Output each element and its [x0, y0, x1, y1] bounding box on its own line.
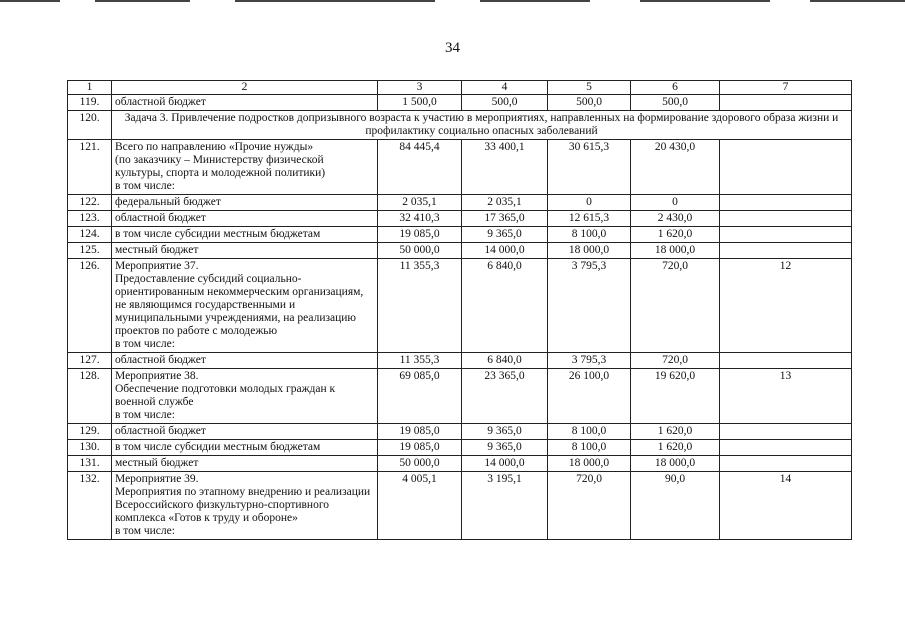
value-col3: 1 500,0	[378, 95, 462, 111]
value-col5: 18 000,0	[548, 243, 631, 259]
table-row	[68, 440, 852, 456]
row-name: Всего по направлению «Прочие нужды» (по заказчику – Министерству физической культуры, спорта и молодежной политики) в том числе:	[112, 140, 378, 195]
value-col5: 720,0	[548, 472, 631, 540]
table-row	[68, 211, 852, 227]
value-col3: 4 005,1	[378, 472, 462, 540]
row-number: 127.	[68, 353, 112, 369]
row-number: 130.	[68, 440, 112, 456]
value-col5: 0	[548, 195, 631, 211]
table-row	[68, 227, 852, 243]
value-col6: 1 620,0	[631, 227, 720, 243]
value-col3: 11 355,3	[378, 259, 462, 353]
table-row	[68, 353, 852, 369]
value-col7	[720, 95, 852, 111]
row-name: областной бюджет	[112, 95, 378, 111]
table-row	[68, 369, 852, 424]
value-col7: 12	[720, 259, 852, 353]
row-name: Мероприятие 37. Предоставление субсидий социально-ориентированным некоммерческим организациям, не являющимся государственными и муниципальными учреждениями, на реализацию проектов по работе с молодежью в том числе:	[112, 259, 378, 353]
row-name: областной бюджет	[112, 424, 378, 440]
value-col3: 84 445,4	[378, 140, 462, 195]
row-number: 131.	[68, 456, 112, 472]
row-name: Мероприятие 38. Обеспечение подготовки молодых граждан к военной службе в том числе:	[112, 369, 378, 424]
row-name: в том числе субсидии местным бюджетам	[112, 440, 378, 456]
value-col4: 17 365,0	[462, 211, 548, 227]
column-header: 7	[720, 81, 852, 95]
value-col7	[720, 227, 852, 243]
row-name: Мероприятие 39. Мероприятия по этапному внедрению и реализации Всероссийского физкультурно-спортивного комплекса «Готов к труду и обороне» в том числе:	[112, 472, 378, 540]
value-col5: 3 795,3	[548, 353, 631, 369]
column-header: 2	[112, 81, 378, 95]
table-row	[68, 472, 852, 540]
row-number: 121.	[68, 140, 112, 195]
value-col4: 3 195,1	[462, 472, 548, 540]
value-col3: 69 085,0	[378, 369, 462, 424]
value-col5: 8 100,0	[548, 440, 631, 456]
value-col3: 32 410,3	[378, 211, 462, 227]
value-col4: 500,0	[462, 95, 548, 111]
value-col6: 720,0	[631, 353, 720, 369]
value-col6: 2 430,0	[631, 211, 720, 227]
table-row	[68, 424, 852, 440]
column-header: 1	[68, 81, 112, 95]
value-col6: 720,0	[631, 259, 720, 353]
value-col3: 19 085,0	[378, 440, 462, 456]
value-col3: 19 085,0	[378, 424, 462, 440]
value-col4: 23 365,0	[462, 369, 548, 424]
value-col6: 18 000,0	[631, 456, 720, 472]
table-row	[68, 259, 852, 353]
row-number: 124.	[68, 227, 112, 243]
value-col6: 90,0	[631, 472, 720, 540]
row-name: местный бюджет	[112, 456, 378, 472]
value-col7	[720, 140, 852, 195]
value-col5: 8 100,0	[548, 227, 631, 243]
row-number: 126.	[68, 259, 112, 353]
value-col5: 12 615,3	[548, 211, 631, 227]
table-row	[68, 95, 852, 111]
value-col7	[720, 195, 852, 211]
row-number: 120.	[68, 111, 112, 140]
value-col4: 14 000,0	[462, 456, 548, 472]
value-col4: 6 840,0	[462, 259, 548, 353]
page-number: 34	[445, 40, 460, 56]
value-col7: 14	[720, 472, 852, 540]
table-row	[68, 195, 852, 211]
value-col7: 13	[720, 369, 852, 424]
value-col5: 18 000,0	[548, 456, 631, 472]
value-col6: 18 000,0	[631, 243, 720, 259]
value-col4: 9 365,0	[462, 227, 548, 243]
value-col3: 50 000,0	[378, 456, 462, 472]
value-col6: 19 620,0	[631, 369, 720, 424]
value-col3: 19 085,0	[378, 227, 462, 243]
value-col3: 2 035,1	[378, 195, 462, 211]
column-header: 6	[631, 81, 720, 95]
value-col5: 8 100,0	[548, 424, 631, 440]
row-number: 125.	[68, 243, 112, 259]
value-col5: 500,0	[548, 95, 631, 111]
row-number: 128.	[68, 369, 112, 424]
value-col6: 20 430,0	[631, 140, 720, 195]
value-col5: 26 100,0	[548, 369, 631, 424]
value-col7	[720, 456, 852, 472]
value-col4: 9 365,0	[462, 440, 548, 456]
value-col4: 2 035,1	[462, 195, 548, 211]
row-number: 123.	[68, 211, 112, 227]
value-col7	[720, 243, 852, 259]
value-col4: 14 000,0	[462, 243, 548, 259]
value-col4: 33 400,1	[462, 140, 548, 195]
table-row	[68, 111, 852, 140]
value-col6: 1 620,0	[631, 424, 720, 440]
table-row	[68, 243, 852, 259]
value-col5: 3 795,3	[548, 259, 631, 353]
table-header-row	[68, 81, 852, 95]
value-col5: 30 615,3	[548, 140, 631, 195]
row-name: федеральный бюджет	[112, 195, 378, 211]
value-col6: 0	[631, 195, 720, 211]
column-header: 5	[548, 81, 631, 95]
value-col7	[720, 424, 852, 440]
row-name: в том числе субсидии местным бюджетам	[112, 227, 378, 243]
value-col4: 9 365,0	[462, 424, 548, 440]
column-header: 4	[462, 81, 548, 95]
row-number: 119.	[68, 95, 112, 111]
top-scan-rules	[0, 0, 905, 6]
value-col7	[720, 353, 852, 369]
table-row	[68, 140, 852, 195]
value-col7	[720, 440, 852, 456]
row-number: 129.	[68, 424, 112, 440]
row-name: местный бюджет	[112, 243, 378, 259]
row-name: областной бюджет	[112, 353, 378, 369]
value-col4: 6 840,0	[462, 353, 548, 369]
value-col7	[720, 211, 852, 227]
value-col6: 1 620,0	[631, 440, 720, 456]
budget-table	[67, 80, 852, 540]
value-col6: 500,0	[631, 95, 720, 111]
task-heading: Задача 3. Привлечение подростков допризывного возраста к участию в мероприятиях, направленных на формирование здорового образа жизни и профилактику социально опасных заболеваний	[112, 111, 852, 140]
row-number: 122.	[68, 195, 112, 211]
value-col3: 11 355,3	[378, 353, 462, 369]
value-col3: 50 000,0	[378, 243, 462, 259]
column-header: 3	[378, 81, 462, 95]
row-number: 132.	[68, 472, 112, 540]
row-name: областной бюджет	[112, 211, 378, 227]
table-row	[68, 456, 852, 472]
